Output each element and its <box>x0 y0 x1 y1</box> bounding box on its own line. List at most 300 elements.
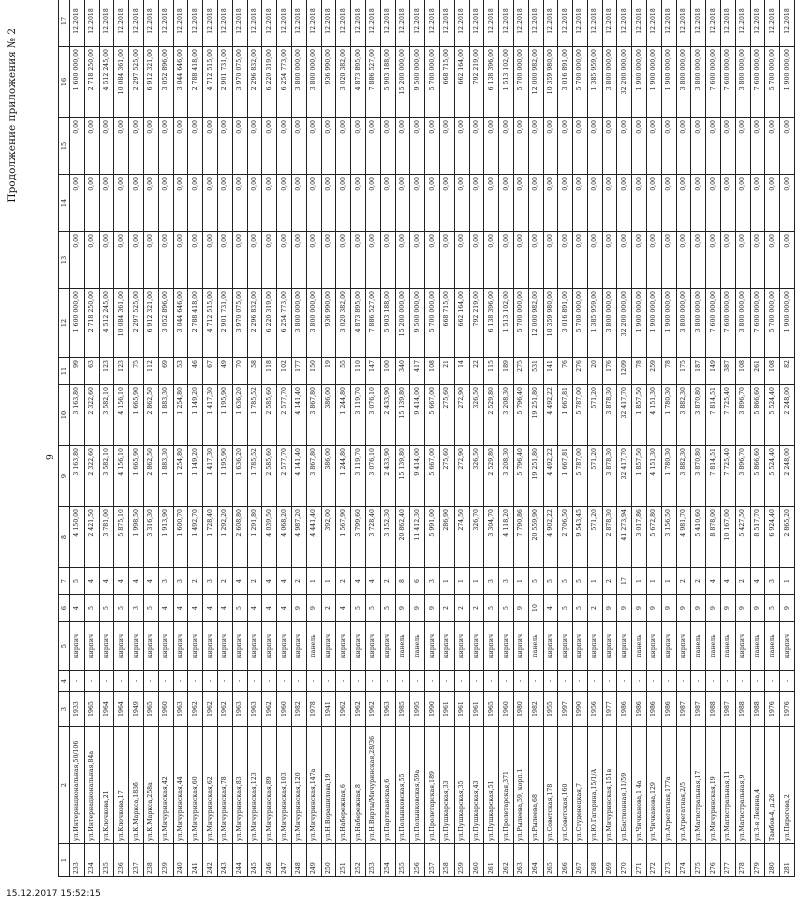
table-cell: 4 <box>247 595 262 622</box>
table-cell: 2 862,50 <box>143 385 158 446</box>
table-cell: 0,00 <box>321 232 336 289</box>
table-cell: ул.Мичуринская,42 <box>158 727 173 844</box>
table-cell: 0,00 <box>469 118 484 175</box>
table-cell: 0,00 <box>513 175 528 232</box>
table-cell: 1 567,90 <box>336 507 351 568</box>
table-cell: 3 867,80 <box>306 385 321 446</box>
table-cell: 275 <box>691 844 706 877</box>
table-cell: 0,00 <box>158 118 173 175</box>
table-cell: - <box>129 671 144 692</box>
table-cell: 0,00 <box>84 118 99 175</box>
table-cell: 1976 <box>780 692 795 727</box>
table-cell: 275 <box>513 358 528 385</box>
table-cell: кирпич <box>173 622 188 671</box>
table-cell: - <box>528 671 543 692</box>
table-cell: 0,00 <box>632 175 647 232</box>
table-cell: 662 164,00 <box>454 47 469 118</box>
table-cell: 1987 <box>676 692 691 727</box>
table-cell: 0,00 <box>395 232 410 289</box>
table-cell: 0,00 <box>143 232 158 289</box>
table-cell: 3 <box>484 568 499 595</box>
table-cell: 7 600 000,00 <box>721 289 736 358</box>
table-cell: 240 <box>173 844 188 877</box>
table-cell: ул.Студенецкая,7 <box>573 727 588 844</box>
table-cell: 12.2018 <box>691 0 706 47</box>
table-cell: 15 200 000,00 <box>395 289 410 358</box>
table-cell: 0,00 <box>425 175 440 232</box>
table-cell: 12.2018 <box>780 0 795 47</box>
table-cell: 1997 <box>558 692 573 727</box>
table-cell: 3 020 382,00 <box>336 289 351 358</box>
table-cell: 263 <box>513 844 528 877</box>
table-cell: 1933 <box>70 692 85 727</box>
table-cell: 1964 <box>114 692 129 727</box>
table-cell: 1 <box>439 568 454 595</box>
table-cell: 280 <box>765 844 780 877</box>
table-cell: 7 725,40 <box>721 385 736 446</box>
table-cell: 1 291,80 <box>247 507 262 568</box>
table-cell: 0,00 <box>558 175 573 232</box>
table-cell: 2 585,60 <box>262 446 277 507</box>
table-cell: 12.2018 <box>173 0 188 47</box>
table-cell: 0,00 <box>735 175 750 232</box>
table-cell: 0,00 <box>173 118 188 175</box>
table-cell: 5 <box>499 595 514 622</box>
table-cell: 1 883,30 <box>158 385 173 446</box>
table-cell: 6 220 319,00 <box>262 47 277 118</box>
table-cell: 4 873 895,00 <box>351 47 366 118</box>
table-cell: 571,20 <box>587 507 602 568</box>
table-cell: 4 <box>277 595 292 622</box>
table-cell: 262 <box>499 844 514 877</box>
table-cell: 3 800 000,00 <box>602 289 617 358</box>
table-row <box>262 0 277 877</box>
column-header: 4 <box>59 671 70 692</box>
table-cell: 3 304,70 <box>484 507 499 568</box>
table-row <box>277 0 292 877</box>
table-cell: 12.2018 <box>499 0 514 47</box>
table-cell: 0,00 <box>721 232 736 289</box>
table-cell: 12.2018 <box>351 0 366 47</box>
table-cell: 6 220 319,00 <box>262 289 277 358</box>
table-row <box>336 0 351 877</box>
table-cell: 5 787,00 <box>573 385 588 446</box>
table-cell: 5 700 000,00 <box>765 289 780 358</box>
table-cell: 0,00 <box>99 232 114 289</box>
table-cell: 2 529,80 <box>484 385 499 446</box>
table-cell: 0,00 <box>617 232 632 289</box>
table-cell: - <box>765 671 780 692</box>
table-cell: 936 990,00 <box>321 289 336 358</box>
table-cell: 4 512 245,00 <box>99 289 114 358</box>
table-cell: кирпич <box>380 622 395 671</box>
table-cell: 272,90 <box>454 385 469 446</box>
table-cell: 75 <box>129 358 144 385</box>
table-cell: 12.2018 <box>558 0 573 47</box>
table-cell: кирпич <box>573 622 588 671</box>
table-cell: 0,00 <box>454 118 469 175</box>
table-cell: 7 600 000,00 <box>750 47 765 118</box>
table-cell: 7 600 000,00 <box>706 47 721 118</box>
table-cell: - <box>439 671 454 692</box>
table-cell: 0,00 <box>661 232 676 289</box>
table-cell: 6 912 321,00 <box>143 289 158 358</box>
table-cell: 12.2018 <box>661 0 676 47</box>
table-cell: 0,00 <box>395 118 410 175</box>
table-cell: кирпич <box>277 622 292 671</box>
table-cell: ул.Агрегатная,177а <box>661 727 676 844</box>
table-cell: 1 900 000,00 <box>632 47 647 118</box>
table-cell: - <box>336 671 351 692</box>
table-cell: 3 800 000,00 <box>306 47 321 118</box>
table-cell: 0,00 <box>617 175 632 232</box>
table-cell: 0,00 <box>439 175 454 232</box>
table-cell: 0,00 <box>691 175 706 232</box>
table-cell: 108 <box>765 358 780 385</box>
table-cell: 254 <box>380 844 395 877</box>
table-cell: 12.2018 <box>217 0 232 47</box>
table-cell: 4 <box>158 595 173 622</box>
table-cell: панель <box>528 622 543 671</box>
table-cell: 5 866,60 <box>750 385 765 446</box>
table-cell: 0,00 <box>158 175 173 232</box>
table-cell: - <box>380 671 395 692</box>
column-header: 2 <box>59 727 70 844</box>
table-cell: 99 <box>70 358 85 385</box>
table-cell: 2 <box>735 568 750 595</box>
table-cell: 2 <box>380 568 395 595</box>
table-cell: 4 512 245,00 <box>99 47 114 118</box>
table-cell: - <box>484 671 499 692</box>
table-cell: 0,00 <box>247 118 262 175</box>
table-row <box>395 0 410 877</box>
table-cell: 326,70 <box>469 507 484 568</box>
table-cell: 12.2018 <box>647 0 662 47</box>
table-cell: 46 <box>188 358 203 385</box>
table-cell: 3 076,10 <box>365 385 380 446</box>
table-cell: 1986 <box>661 692 676 727</box>
table-cell: 12.2018 <box>365 0 380 47</box>
table-cell: ул.З-я Ленина,4 <box>750 727 765 844</box>
table-cell: 5 <box>380 595 395 622</box>
table-cell: - <box>558 671 573 692</box>
table-cell: 4 141,40 <box>291 385 306 446</box>
table-cell: - <box>203 671 218 692</box>
table-cell: 1 195,90 <box>217 446 232 507</box>
table-cell: 3 882,30 <box>676 446 691 507</box>
table-cell: ул.Н.Ворашилова,19 <box>321 727 336 844</box>
table-cell: 11 412,30 <box>410 507 425 568</box>
table-row <box>647 0 662 877</box>
table-cell: 2 248,00 <box>780 385 795 446</box>
table-cell: 3 044 646,00 <box>173 47 188 118</box>
table-cell: 1 900 000,00 <box>661 289 676 358</box>
table-cell: кирпич <box>336 622 351 671</box>
table-cell: 78 <box>661 358 676 385</box>
table-cell: ул.Мичуринская,123 <box>247 727 262 844</box>
table-cell: ул.Агрегатная,2/5 <box>676 727 691 844</box>
table-cell: 2 <box>676 568 691 595</box>
table-cell: 2 <box>469 595 484 622</box>
table-cell: 1965 <box>84 692 99 727</box>
table-cell: 2 706,50 <box>558 507 573 568</box>
table-cell: 3 052 896,00 <box>158 47 173 118</box>
table-cell: 3 <box>158 568 173 595</box>
table-cell: 3 152,30 <box>380 507 395 568</box>
table-row <box>351 0 366 877</box>
table-cell: кирпич <box>143 622 158 671</box>
table-cell: кирпич <box>70 622 85 671</box>
table-cell: 12.2018 <box>247 0 262 47</box>
table-cell: 2 <box>321 595 336 622</box>
table-cell: 247 <box>277 844 292 877</box>
table-cell: 936 990,00 <box>321 47 336 118</box>
table-cell: 0,00 <box>365 232 380 289</box>
table-cell: 0,00 <box>454 232 469 289</box>
table-cell: 0,00 <box>750 118 765 175</box>
table-row <box>499 0 514 877</box>
table-cell: панель <box>706 622 721 671</box>
table-cell: ул.Мичуринская,78 <box>217 727 232 844</box>
table-cell: 5 524,40 <box>765 385 780 446</box>
table-cell: ул.Набережная,6 <box>336 727 351 844</box>
table-cell: 1 513 102,00 <box>499 289 514 358</box>
table-row <box>617 0 632 877</box>
table-cell: 0,00 <box>454 175 469 232</box>
table-cell: 0,00 <box>262 175 277 232</box>
table-row <box>750 0 765 877</box>
table-cell: 0,00 <box>277 175 292 232</box>
table-cell: 1960 <box>158 692 173 727</box>
table-cell: ул.Мичуринская,120 <box>291 727 306 844</box>
table-cell: 1 <box>661 568 676 595</box>
housing-repair-table <box>58 0 795 877</box>
table-cell: ул.Партизанская,6 <box>380 727 395 844</box>
table-cell: кирпич <box>158 622 173 671</box>
table-cell: 1 883,30 <box>158 446 173 507</box>
table-cell: 3 800 000,00 <box>291 289 306 358</box>
table-row <box>765 0 780 877</box>
table-cell: 3 <box>425 568 440 595</box>
table-row <box>573 0 588 877</box>
table-cell: 3 316,30 <box>143 507 158 568</box>
table-cell: 5 700 000,00 <box>573 47 588 118</box>
table-cell: 0,00 <box>691 232 706 289</box>
table-cell: 1 149,20 <box>188 385 203 446</box>
table-cell: 0,00 <box>262 118 277 175</box>
table-cell: 0,00 <box>425 232 440 289</box>
table-cell: 55 <box>336 358 351 385</box>
table-cell: 0,00 <box>587 232 602 289</box>
table-cell: 0,00 <box>336 175 351 232</box>
table-cell: 0,00 <box>306 175 321 232</box>
table-cell: 9 <box>647 595 662 622</box>
table-cell: 5 <box>484 595 499 622</box>
table-cell: 3 800 000,00 <box>291 47 306 118</box>
table-cell: 0,00 <box>291 175 306 232</box>
table-cell: 1 900 000,00 <box>647 289 662 358</box>
table-cell: 2 901 731,00 <box>217 47 232 118</box>
table-cell: 12.2018 <box>143 0 158 47</box>
table-cell: ул.Пушкарская,35 <box>454 727 469 844</box>
table-cell: 41 273,94 <box>617 507 632 568</box>
table-cell: кирпич <box>587 622 602 671</box>
table-cell: 1986 <box>617 692 632 727</box>
table-cell: 5 672,80 <box>647 507 662 568</box>
table-cell: 32 200 000,00 <box>617 289 632 358</box>
table-cell: кирпич <box>661 622 676 671</box>
table-cell: 0,00 <box>721 118 736 175</box>
table-cell: 1961 <box>454 692 469 727</box>
table-cell: 4 981,70 <box>676 507 691 568</box>
table-cell: 12.2018 <box>721 0 736 47</box>
table-cell: 5 903 188,00 <box>380 289 395 358</box>
table-cell: 1 600,70 <box>173 507 188 568</box>
table-cell: 0,00 <box>780 118 795 175</box>
table-cell: 10 359 980,00 <box>543 289 558 358</box>
table-cell: 9 <box>410 595 425 622</box>
table-cell: 0,00 <box>188 232 203 289</box>
table-cell: кирпич <box>188 622 203 671</box>
table-cell: ул.Мичуринская,62 <box>203 727 218 844</box>
table-cell: 392,00 <box>321 507 336 568</box>
table-cell: 10 <box>528 595 543 622</box>
table-cell: 1982 <box>291 692 306 727</box>
table-cell: 12.2018 <box>439 0 454 47</box>
table-cell: ул.Мичуринская,89 <box>262 727 277 844</box>
table-cell: 571,20 <box>587 385 602 446</box>
table-cell: 2 878,30 <box>602 507 617 568</box>
table-cell: - <box>573 671 588 692</box>
table-cell: 3 582,10 <box>99 385 114 446</box>
table-cell: 0,00 <box>99 175 114 232</box>
table-cell: 4 <box>129 568 144 595</box>
table-cell: 12.2018 <box>84 0 99 47</box>
table-cell: кирпич <box>484 622 499 671</box>
table-cell: ул.Пушкарская,33 <box>439 727 454 844</box>
table-cell: 78 <box>632 358 647 385</box>
table-cell: 0,00 <box>129 175 144 232</box>
table-cell: 233 <box>70 844 85 877</box>
table-cell: 4 039,50 <box>262 507 277 568</box>
table-row <box>365 0 380 877</box>
table-cell: 10 084 361,00 <box>114 47 129 118</box>
table-cell: 3 800 000,00 <box>735 47 750 118</box>
table-cell: панель <box>395 622 410 671</box>
table-cell: ул.Клочкова,21 <box>99 727 114 844</box>
table-cell: 3 582,10 <box>99 446 114 507</box>
table-cell: 0,00 <box>543 175 558 232</box>
table-cell: 9 414,00 <box>410 385 425 446</box>
table-cell: 147 <box>365 358 380 385</box>
table-cell: 1 385 959,00 <box>587 47 602 118</box>
table-cell: 387 <box>721 358 736 385</box>
table-cell: панель <box>632 622 647 671</box>
table-cell: 3 800 000,00 <box>691 289 706 358</box>
column-header: 1 <box>59 844 70 877</box>
table-cell: 12.2018 <box>158 0 173 47</box>
table-cell: 0,00 <box>247 232 262 289</box>
table-cell: 239 <box>158 844 173 877</box>
table-cell: - <box>306 671 321 692</box>
table-cell: 0,00 <box>203 118 218 175</box>
table-cell: 3 119,70 <box>351 385 366 446</box>
table-cell: 0,00 <box>321 175 336 232</box>
table-cell: 0,00 <box>765 118 780 175</box>
table-cell: 272 <box>647 844 662 877</box>
table-cell: 256 <box>410 844 425 877</box>
table-cell: 0,00 <box>410 175 425 232</box>
table-cell: 5 700 000,00 <box>573 289 588 358</box>
table-cell: 1955 <box>543 692 558 727</box>
table-cell: 1 780,30 <box>661 446 676 507</box>
table-cell: 0,00 <box>691 118 706 175</box>
table-cell: 275,60 <box>439 385 454 446</box>
table-cell: 2 297 525,00 <box>129 47 144 118</box>
table-cell: 21 <box>439 358 454 385</box>
table-cell: 108 <box>735 358 750 385</box>
table-cell: ул.Магистральная,9 <box>735 727 750 844</box>
table-cell: 1986 <box>632 692 647 727</box>
table-cell: 3 <box>499 568 514 595</box>
table-cell: 0,00 <box>543 232 558 289</box>
table-cell: 9 <box>617 595 632 622</box>
table-cell: 1988 <box>706 692 721 727</box>
table-cell: 0,00 <box>573 118 588 175</box>
table-row <box>173 0 188 877</box>
table-cell: 0,00 <box>70 232 85 289</box>
table-cell: 5 787,00 <box>573 446 588 507</box>
table-row <box>70 0 85 877</box>
table-cell: 4 441,40 <box>306 507 321 568</box>
table-cell: 2 577,70 <box>277 446 292 507</box>
table-cell: 12.2018 <box>232 0 247 47</box>
table-cell: 1 785,52 <box>247 385 262 446</box>
table-cell: кирпич <box>129 622 144 671</box>
table-cell: 4 <box>336 595 351 622</box>
table-cell: кирпич <box>217 622 232 671</box>
table-cell: ул.Интернациональная,84а <box>84 727 99 844</box>
table-cell: 326,50 <box>469 385 484 446</box>
table-cell: 3 800 000,00 <box>676 289 691 358</box>
table-cell: 2 248,00 <box>780 446 795 507</box>
table-cell: 4 150,00 <box>70 507 85 568</box>
table-cell: 0,00 <box>351 118 366 175</box>
table-cell: 12.2018 <box>573 0 588 47</box>
table-cell: 1 728,40 <box>203 507 218 568</box>
table-cell: 0,00 <box>543 118 558 175</box>
table-cell: кирпич <box>321 622 336 671</box>
table-cell: 5 <box>351 595 366 622</box>
table-cell: 1 780,30 <box>661 385 676 446</box>
table-cell: 1990 <box>425 692 440 727</box>
table-cell: - <box>499 671 514 692</box>
table-cell: 32 417,70 <box>617 385 632 446</box>
table-cell: кирпич <box>558 622 573 671</box>
table-cell: ул.Ю.Гагарина,15/1/А <box>587 727 602 844</box>
table-cell: 2 <box>217 568 232 595</box>
table-cell: кирпич <box>291 622 306 671</box>
table-cell: 1 857,50 <box>632 385 647 446</box>
table-cell: 76 <box>558 358 573 385</box>
table-cell: 0,00 <box>203 175 218 232</box>
table-cell: 6 924,40 <box>765 507 780 568</box>
table-cell: ул.Пушкарская,43 <box>469 727 484 844</box>
column-header: 8 <box>59 507 70 568</box>
table-cell: 9 <box>691 595 706 622</box>
table-cell: 261 <box>750 358 765 385</box>
table-cell: 2 297 525,00 <box>129 289 144 358</box>
